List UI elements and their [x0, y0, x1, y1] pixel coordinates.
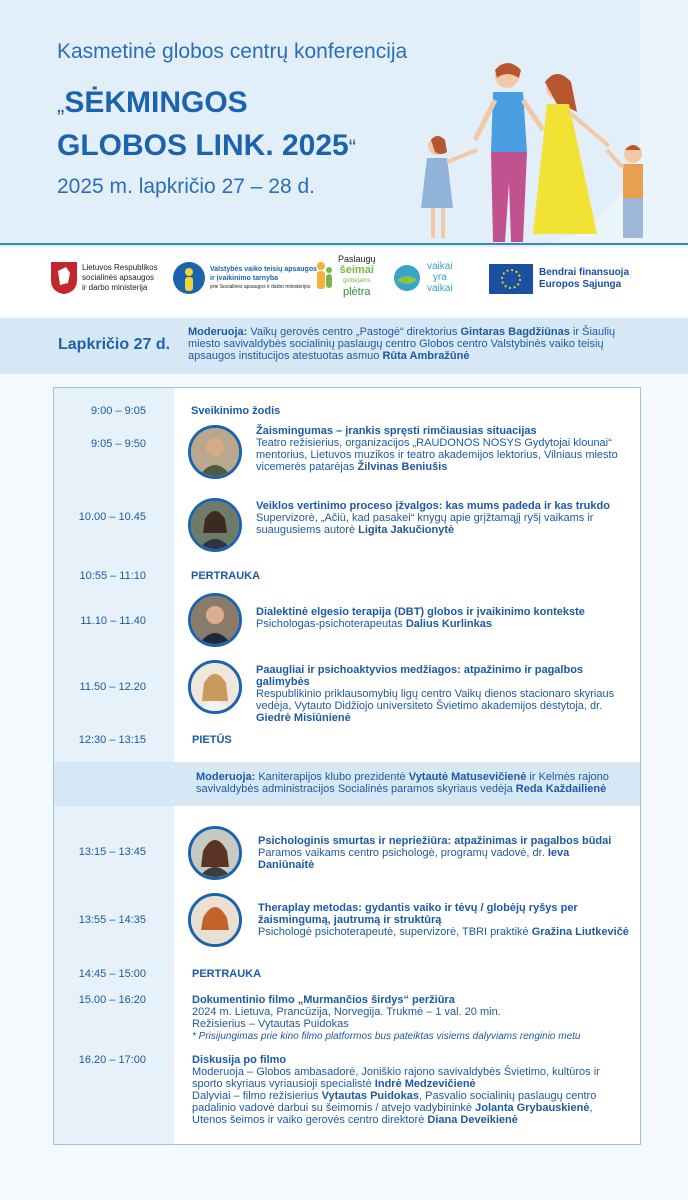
- time-slot: 13:15 – 13:45: [78, 846, 146, 858]
- quote-open: „: [57, 92, 65, 117]
- ministry-logo: [50, 261, 158, 295]
- service-line-2: ir įvaikinimo tarnyba: [210, 274, 279, 282]
- break-label: [192, 968, 261, 980]
- time-slot: 11.10 – 11.40: [80, 615, 146, 627]
- conference-subtitle: Kasmetinė globos centrų konferencija: [57, 40, 408, 63]
- family-illustration: [415, 58, 685, 250]
- panel-participant-1: Vytautas Puidokas: [321, 1090, 419, 1102]
- session-desc: Teatro režisierius, organizacijos „RAUDONOS NOSYS Gydytojai klounai“ mentorius, Lietuvos muzikos ir teatro akademijos lektorius, Vilniaus miesto vicemerės patarėjas: [256, 437, 618, 473]
- session-item: [258, 902, 630, 938]
- coat-of-arms-icon: [50, 261, 78, 295]
- family-services-line-1: Paslaugų: [338, 254, 376, 264]
- panel-participant-3-desc: , Utenos šeimos ir vaiko gerovės centro direktorė: [192, 1102, 593, 1126]
- family-services-line-3: globėjams: [343, 278, 371, 284]
- session-title-text: Dokumentinio filmo „Murmančios širdys“ peržiūra: [192, 994, 455, 1006]
- time-slot: 10.00 – 10.45: [78, 511, 146, 523]
- film-details: 2024 m. Lietuva, Prancūzija, Norvegija. Trukmė – 1 val. 20 min.: [192, 1006, 501, 1018]
- speaker-photo-icon: [191, 829, 239, 877]
- speaker-name: Ieva Daniūnaitė: [258, 847, 570, 871]
- speaker-photo-icon: [191, 896, 239, 944]
- session-title-text: Dialektinė elgesio terapija (DBT) globos ir įvaikinimo kontekste: [256, 606, 585, 618]
- break-label: [191, 570, 260, 582]
- time-slot: 15.00 – 16:20: [78, 994, 146, 1006]
- film-access-note: * Prisijungimas prie kino filmo platformos bus pateiktas visiems dalyviams renginio metu: [192, 1031, 581, 1042]
- session-desc: Supervizorė, „Ačiū, kad pasakei“ knygų apie grįžtamąjį ryšį vaikams ir suaugusiems autorė: [256, 512, 594, 536]
- session-title-text: Psichologinis smurtas ir nepriežiūra: atpažinimas ir pagalbos būdai: [258, 835, 612, 847]
- service-line-1: Valstybės vaiko teisių apsaugos: [210, 265, 317, 273]
- lunch-label: [192, 734, 232, 746]
- day-moderators: [188, 326, 618, 362]
- speaker-photo-icon: [191, 501, 239, 549]
- session-desc: Paramos vaikams centro psichologė, programų vadovė, dr.: [258, 847, 548, 859]
- session-desc: Respublikinio priklausomybių ligų centro Vaikų dienos stacionaro skyriaus vedėja, Vytauto Didžiojo universiteto Švietimo akademijos dėstytoja, dr.: [256, 688, 615, 712]
- speaker-photo-misiuniene: [188, 660, 242, 714]
- mod-text-2: ir Kelmės rajono savivaldybės administracijos Socialinės paramos skyriaus vedėja: [196, 771, 609, 795]
- panel-moderator-desc: Moderuoja – Globos ambasadorė, Joniškio rajono savivaldybės Švietimo, kultūros ir sporto skyriaus vyriausioji specialistė: [192, 1066, 600, 1090]
- day-mod-prefix: Moderuoja:: [188, 326, 248, 338]
- session-title-text: Theraplay metodas: gydantis vaiko ir tėvų / globėjų ryšys per žaismingumą, jautrumą ir struktūrą: [258, 902, 578, 926]
- child-rights-icon: [172, 261, 206, 295]
- hero-banner: [0, 0, 688, 247]
- vaikai-line-2: yra: [432, 272, 447, 283]
- session-title-text: PERTRAUKA: [192, 968, 262, 980]
- speaker-name: Ligita Jakučionytė: [358, 524, 455, 536]
- conference-title: [57, 82, 356, 168]
- panel-participants-prefix: Dalyviai – filmo režisierius: [192, 1090, 322, 1102]
- session-desc: Psichologas-psichoterapeutas: [256, 618, 406, 630]
- session-desc: Psichologė psichoterapeutė, supervizorė, TBRI praktikė: [258, 926, 532, 938]
- conference-dates: 2025 m. lapkričio 27 – 28 d.: [57, 175, 315, 198]
- eu-line-2: Europos Sąjunga: [539, 279, 622, 290]
- time-slot: 13:55 – 14:35: [78, 914, 146, 926]
- family-figures-icon: [314, 258, 336, 294]
- film-director: Režisierius – Vytautas Puidokas: [192, 1018, 349, 1030]
- time-slot: 11.50 – 12.20: [79, 681, 146, 693]
- session-title-text: PERTRAUKA: [191, 570, 261, 582]
- vaikai-yra-vaikai-logo: [393, 261, 453, 294]
- speaker-name: Dalius Kurlinkas: [405, 618, 493, 630]
- speaker-name: Žilvinas Beniušis: [357, 461, 448, 473]
- time-slot: 16.20 – 17:00: [78, 1054, 146, 1066]
- ministry-line-2: socialinės apsaugos: [82, 273, 155, 282]
- day-mod-name-2: Rūta Ambražūnė: [382, 350, 470, 362]
- panel-moderator-name: Indrė Medzevičienė: [374, 1078, 476, 1090]
- session-title-text: PIETŪS: [192, 734, 232, 746]
- session-title: [191, 405, 280, 417]
- family-services-logo: [314, 254, 376, 298]
- quote-close: “: [348, 135, 357, 160]
- eu-logo: [489, 264, 629, 294]
- vaikai-line-3: vaikai: [427, 283, 453, 294]
- moderators-afternoon: [196, 771, 616, 795]
- speaker-photo-liutkevice: [188, 893, 242, 947]
- session-title-text: Paaugliai ir psichoaktyvios medžiagos: atpažinimo ir pagalbos galimybės: [256, 664, 584, 688]
- schedule-table: [53, 387, 641, 1145]
- mod-name-2: Reda Každailienė: [515, 783, 607, 795]
- speaker-name: Gražina Liutkevičė: [531, 926, 629, 938]
- mod-prefix: Moderuoja:: [196, 771, 256, 783]
- speaker-photo-jakucionyte: [188, 498, 242, 552]
- eu-line-1: Bendrai finansuoja: [539, 267, 630, 278]
- partner-logos-bar: [0, 248, 688, 316]
- session-title-text: Veiklos vertinimo proceso įžvalgos: kas mums padeda ir kas trukdo: [256, 500, 610, 512]
- service-line-3: prie Socialinės apsaugos ir darbo ministerijos: [210, 283, 311, 290]
- speaker-photo-icon: [191, 663, 239, 711]
- title-line-1: SĖKMINGOS: [64, 86, 248, 119]
- film-screening: [192, 994, 632, 1043]
- time-slot: 10:55 – 11:10: [79, 570, 146, 582]
- ministry-line-3: ir darbo ministerija: [82, 283, 148, 292]
- mod-name-1: Vytautė Matusevičienė: [408, 771, 527, 783]
- speaker-photo-icon: [191, 596, 239, 644]
- family-services-line-4: plėtra: [343, 286, 371, 298]
- panel-participant-2: Jolanta Grybauskienė: [475, 1102, 590, 1114]
- speaker-photo-kurlinkas: [188, 593, 242, 647]
- illustration-ground-line: [0, 243, 688, 245]
- session-item: [256, 500, 634, 536]
- speaker-photo-icon: [191, 428, 239, 476]
- time-slot: 9:05 – 9:50: [90, 438, 146, 450]
- globe-icon: [393, 264, 421, 292]
- time-slot: 9:00 – 9:05: [90, 405, 146, 417]
- session-title-text: Sveikinimo žodis: [191, 405, 281, 417]
- family-services-line-2: šeimai: [339, 264, 374, 276]
- session-item: [258, 835, 618, 871]
- time-slot: 14:45 – 15:00: [78, 968, 146, 980]
- ministry-line-1: Lietuvos Respublikos: [82, 263, 158, 272]
- day-mod-text-1: Vaikų gerovės centro „Pastogė“ direktorius: [247, 326, 461, 338]
- session-item: [256, 606, 634, 630]
- day-mod-name-1: Gintaras Bagdžiūnas: [460, 326, 570, 338]
- session-title-text: Diskusija po filmo: [192, 1054, 287, 1066]
- panel-discussion: [192, 1054, 612, 1126]
- session-item: [256, 664, 634, 724]
- speaker-name: Giedrė Misiūnienė: [256, 712, 351, 724]
- day-mod-text-2: ir Šiaulių miesto savivaldybės socialinių paslaugų centro Globos centro Valstybinės vaiko teisių apsaugos institucijos atestuotas asmuo: [188, 326, 616, 362]
- speaker-photo-daniunaite: [188, 826, 242, 880]
- speaker-photo-beniusis: [188, 425, 242, 479]
- service-logo: [172, 261, 317, 295]
- session-title-text: Žaismingumas – įrankis spręsti rimčiausias situacijas: [256, 425, 537, 437]
- mod-text-1: Kaniterapijos klubo prezidentė: [255, 771, 409, 783]
- time-slot: 12:30 – 13:15: [78, 734, 146, 746]
- day-label: Lapkričio 27 d.: [58, 336, 171, 353]
- vaikai-line-1: vaikai: [427, 261, 453, 272]
- panel-participant-3: Diana Deveikienė: [427, 1114, 518, 1126]
- session-item: [256, 425, 634, 473]
- eu-flag-icon: [489, 264, 533, 294]
- title-line-2: GLOBOS LINK. 2025: [57, 129, 349, 162]
- panel-participant-2-desc: , Pasvalio socialinių paslaugų centro padalinio vadovė darbui su šeimomis / atvejo vadybininkė: [192, 1090, 597, 1114]
